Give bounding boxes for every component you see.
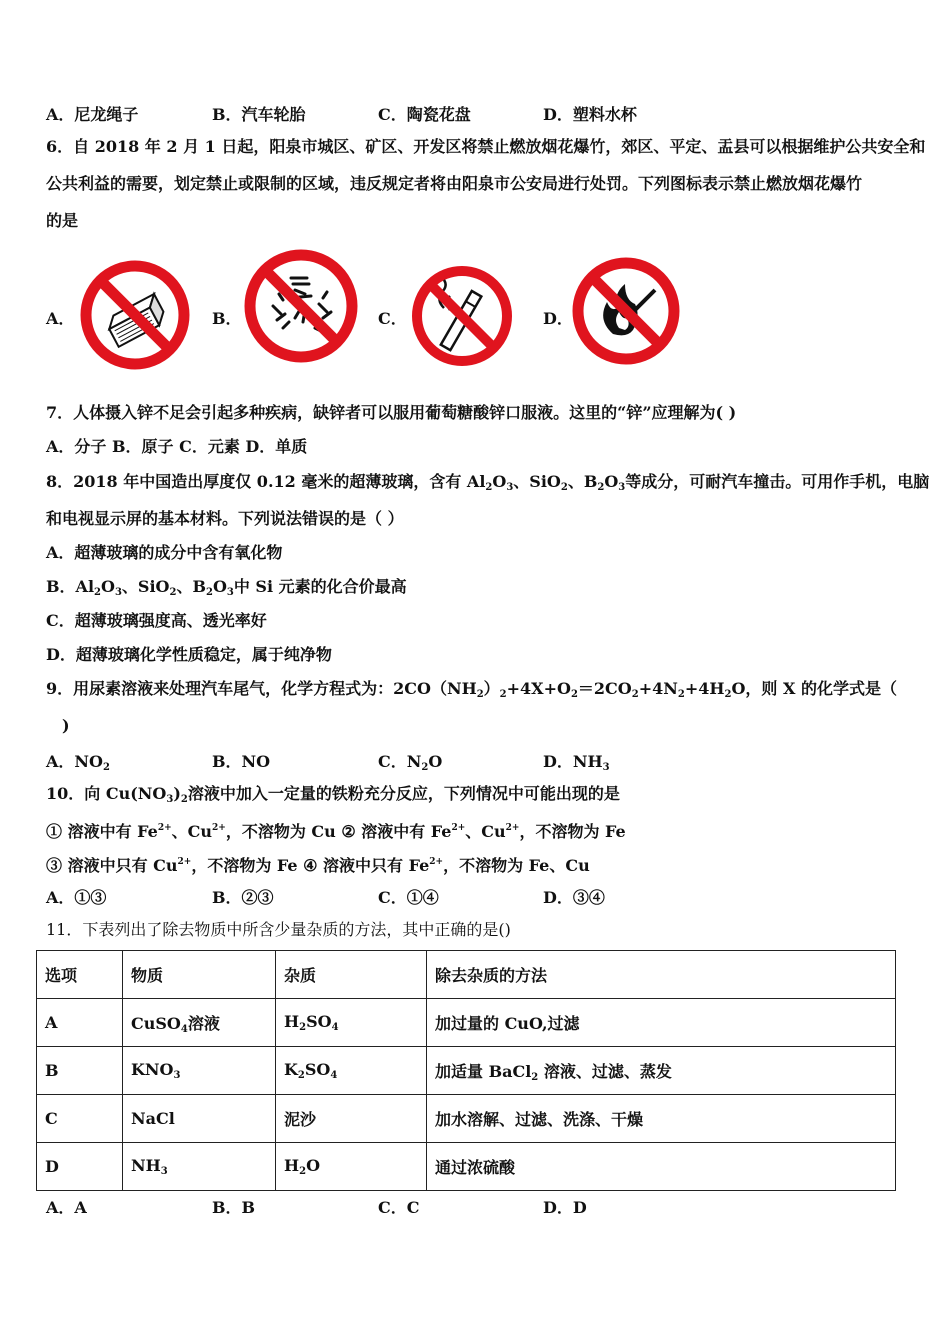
q9-stem: 9．用尿素溶液来处理汽车尾气，化学方程式为：$2CO(NH_2)_2+4X+O_2=2CO_2+4N_2+4H_2O$，则 X 的化学式是（: [46, 679, 897, 700]
q10-option-b: B．②③: [212, 888, 274, 907]
table-cell: B: [37, 1047, 123, 1095]
q9-option-c: C．$N_2O$: [378, 752, 443, 773]
q8-option-d: D．超薄玻璃化学性质稳定，属于纯净物: [46, 645, 332, 664]
table-row: [37, 1143, 896, 1191]
table-cell: $NH_3$: [123, 1143, 276, 1191]
q7-stem: 7．人体摄入锌不足会引起多种疾病，缺锌者可以服用葡萄糖酸锌口服液。这里的“锌”应理解为( ): [46, 403, 737, 422]
table-row: [37, 1047, 896, 1095]
q10-option-c: C．①④: [378, 888, 439, 907]
q6-label-d: D．: [543, 309, 573, 328]
q11-option-b: B．B: [212, 1198, 256, 1217]
q10-case-1-2: ① 溶液中有 $Fe^{2+}$、$Cu^{2+}$，不溶物为 Cu ② 溶液中有 $Fe^{2+}$、$Cu^{2+}$，不溶物为 Fe: [46, 822, 626, 841]
table-cell: 通过浓硫酸: [427, 1143, 896, 1191]
table-cell: $KNO_3$: [123, 1047, 276, 1095]
table-cell: A: [37, 999, 123, 1047]
no-fireworks-sign-icon: [243, 248, 359, 364]
q10-option-d: D．③④: [543, 888, 605, 907]
table-cell: CuSO$_4$溶液: [123, 999, 276, 1047]
q8-option-a: A．超薄玻璃的成分中含有氧化物: [46, 543, 283, 562]
q9-option-d: D．$NH_3$: [543, 752, 610, 773]
q11-option-a: A．A: [46, 1198, 87, 1217]
q11-table: [36, 950, 896, 1191]
table-cell: 泥沙: [276, 1095, 427, 1143]
q10-option-a: A．①③: [46, 888, 107, 907]
table-cell: 加过量的 CuO,过滤: [427, 999, 896, 1047]
no-open-flame-sign-icon: [571, 256, 681, 366]
q6-stem-line2: 公共利益的需要，划定禁止或限制的区域，违反规定者将由阳泉市公安局进行处罚。下列图标表示禁止燃放烟花爆竹: [46, 174, 863, 193]
no-matches-sign-icon: [78, 258, 192, 372]
q6-label-b: B．: [212, 309, 242, 328]
header-cell: 选项: [37, 951, 123, 999]
header-cell: 除去杂质的方法: [427, 951, 896, 999]
table-header-row: [37, 951, 896, 999]
table-cell: 加适量 BaCl$_2$ 溶液、过滤、蒸发: [427, 1047, 896, 1095]
q10-stem: 10．向 $Cu(NO_3)_2$溶液中加入一定量的铁粉充分反应，下列情况中可能出现的是: [46, 784, 620, 805]
q5-option-d: D．塑料水杯: [543, 105, 637, 124]
q10-case-3-4: ③ 溶液中只有 $Cu^{2+}$，不溶物为 Fe ④ 溶液中只有 $Fe^{2+}$，不溶物为 Fe、Cu: [46, 856, 590, 875]
table-cell: $K_2SO_4$: [276, 1047, 427, 1095]
q6-stem-line1: 6．自 2018 年 2 月 1 日起，阳泉市城区、矿区、开发区将禁止燃放烟花爆竹，郊区、平定、盂县可以根据维护公共安全和: [46, 137, 926, 156]
q6-label-c: C．: [378, 309, 407, 328]
table-cell: D: [37, 1143, 123, 1191]
no-smoking-sign-icon: [410, 264, 514, 368]
q11-option-d: D．D: [543, 1198, 587, 1217]
q6-stem-line3: 的是: [46, 211, 79, 230]
table-cell: 加水溶解、过滤、洗涤、干燥: [427, 1095, 896, 1143]
q5-option-a: A．尼龙绳子: [46, 105, 139, 124]
q9-stem-line2: ): [62, 716, 70, 735]
q9-option-b: B．NO: [212, 752, 271, 771]
q7-options: A．分子 B．原子 C．元素 D．单质: [46, 437, 308, 456]
q5-option-b: B．汽车轮胎: [212, 105, 306, 124]
q8-option-c: C．超薄玻璃强度高、透光率好: [46, 611, 267, 630]
q11-option-c: C．C: [378, 1198, 420, 1217]
table-cell: $H_2SO_4$: [276, 999, 427, 1047]
table-cell: NaCl: [123, 1095, 276, 1143]
table-row: [37, 1095, 896, 1143]
table-cell: $H_2O$: [276, 1143, 427, 1191]
header-cell: 杂质: [276, 951, 427, 999]
q6-label-a: A．: [46, 309, 75, 328]
q8-stem-line1: 8．2018 年中国造出厚度仅 0.12 毫米的超薄玻璃，含有 $Al_2O_3$、SiO$_2$、$B_2O_3$等成分，可耐汽车撞击。可用作手机，电脑: [46, 472, 930, 493]
q8-option-b: B．$Al_2O_3$、SiO$_2$、$B_2O_3$中 Si 元素的化合价最高: [46, 577, 407, 598]
q11-stem: 11．下表列出了除去物质中所含少量杂质的方法，其中正确的是(): [46, 920, 511, 939]
q8-stem-line2: 和电视显示屏的基本材料。下列说法错误的是（ ）: [46, 509, 404, 528]
table-cell: C: [37, 1095, 123, 1143]
header-cell: 物质: [123, 951, 276, 999]
table-row: [37, 999, 896, 1047]
q9-option-a: A．$NO_2$: [46, 752, 110, 773]
q5-option-c: C．陶瓷花盘: [378, 105, 471, 124]
